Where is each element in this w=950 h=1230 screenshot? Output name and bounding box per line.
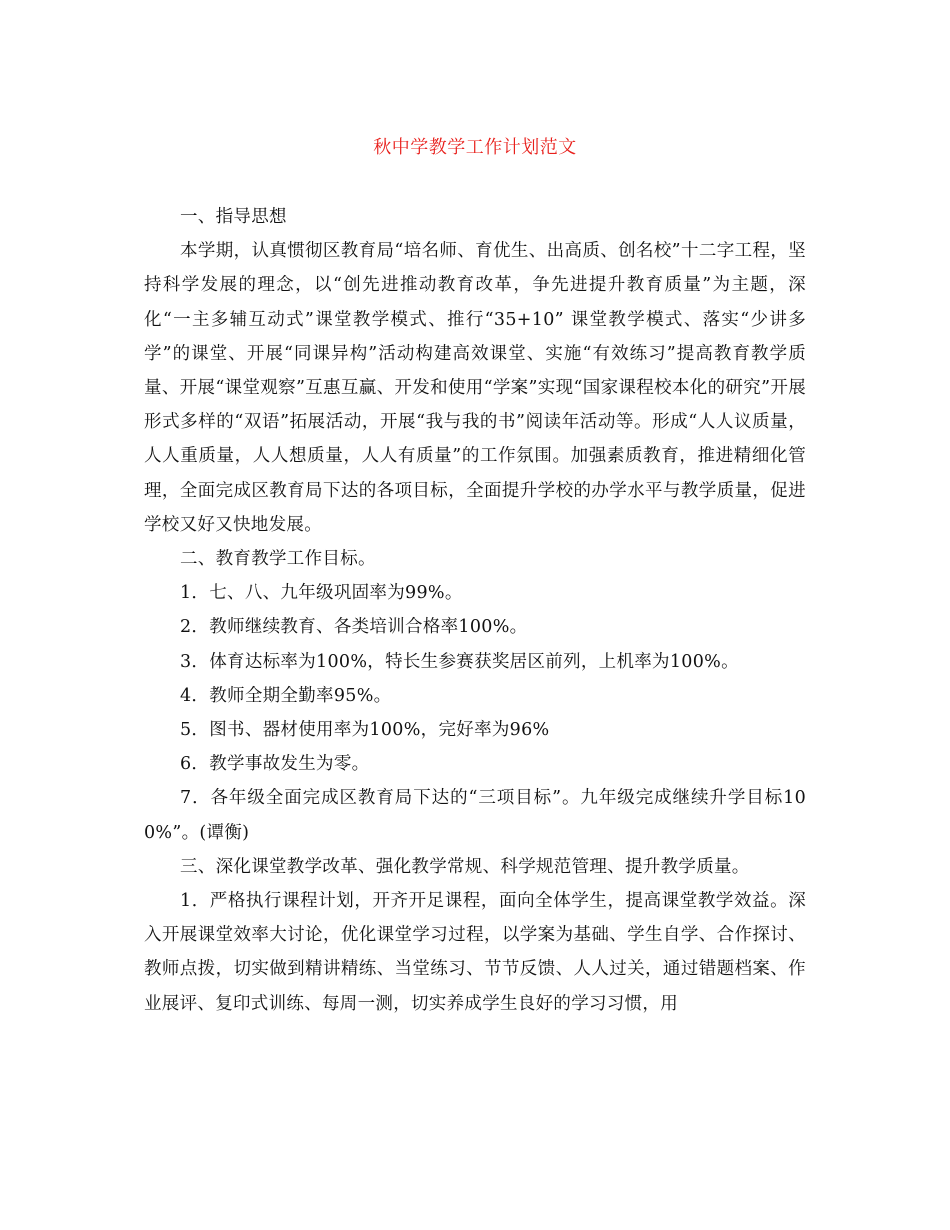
list-item: 6．教学事故发生为零。	[180, 754, 370, 775]
list-item: 1．七、八、九年级巩固率为99%。	[180, 583, 463, 604]
list-item: 3．体育达标率为100%，特长生参赛获奖居区前列，上机率为100%。	[180, 651, 739, 672]
list-item: 2．教师继续教育、各类培训合格率100%。	[180, 617, 528, 638]
document-title: 秋中学教学工作计划范文	[373, 137, 577, 158]
list-item: 1．严格执行课程计划，开齐开足课程，面向全体学生，提高课堂教学效益。深入开展课堂效率大讨论，优化课堂学习过程，以学案为基础、学生自学、合作探讨、教师点拨，切实做到精讲精练、当堂练习、节节反馈、人人过关，通过错题档案、作业展评、复印式训练、每周一测，切实养成学生良好的学习习惯，用	[144, 891, 806, 1014]
list-item: 4．教师全期全勤率95%。	[180, 685, 392, 706]
list-item: 5．图书、器材使用率为100%，完好率为96%	[180, 720, 550, 741]
document-body	[144, 200, 806, 1021]
section-heading: 二、教育教学工作目标。	[180, 549, 376, 570]
list-item: 7．各年级全面完成区教育局下达的“三项目标”。九年级完成继续升学目标100%”。(谭衡)	[144, 788, 806, 843]
section-heading: 一、指导思想	[180, 207, 287, 227]
section-heading: 三、深化课堂教学改革、强化教学常规、科学规范管理、提升教学质量。	[180, 856, 750, 877]
paragraph: 本学期，认真惯彻区教育局“培名师、育优生、出高质、创名校”十二字工程，坚持科学发展的理念，以“创先进推动教育改革，争先进提升教育质量”为主题，深化“一主多辅互动式”课堂教学模式、推行“35+10” 课堂教学模式、落实“少讲多学”的课堂、开展“同课异构”活动构建高效课堂、实施“有效练习”提高教育教学质量、开展“课堂观察”互惠互赢、开发和使用“学案”实现“国家课程校本化的研究”开展形式多样的“双语”拓展活动，开展“我与我的书”阅读年活动等。形成“人人议质量，人人重质量，人人想质量，人人有质量”的工作氛围。加强素质教育，推进精细化管理，全面完成区教育局下达的各项目标，全面提升学校的办学水平与教学质量，促进学校又好又快地发展。	[144, 241, 806, 535]
